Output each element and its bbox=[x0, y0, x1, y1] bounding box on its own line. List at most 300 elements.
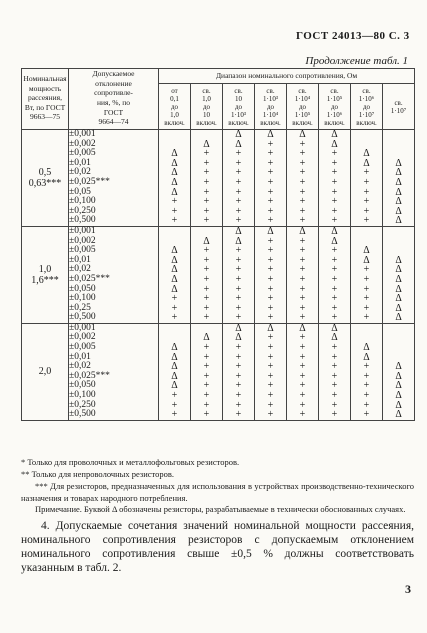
mark: + bbox=[331, 361, 338, 373]
mark: + bbox=[331, 273, 338, 285]
mark: + bbox=[235, 283, 242, 295]
mark: + bbox=[331, 157, 338, 169]
power-cell bbox=[22, 323, 69, 420]
mark: + bbox=[299, 342, 306, 354]
mark: Δ bbox=[171, 283, 178, 295]
mark: + bbox=[235, 176, 242, 188]
range-header-line: до bbox=[330, 102, 339, 111]
range-header-line: св. bbox=[362, 86, 371, 95]
mark: + bbox=[203, 293, 210, 305]
mark: + bbox=[267, 138, 274, 150]
mark: + bbox=[331, 254, 338, 266]
mark: + bbox=[235, 399, 242, 411]
mark: + bbox=[171, 312, 178, 324]
mark: + bbox=[267, 302, 274, 314]
mark: + bbox=[299, 399, 306, 411]
mark: + bbox=[299, 409, 306, 421]
tolerance-value: ±0,005 bbox=[69, 148, 96, 159]
mark-cell bbox=[287, 226, 319, 323]
group-row bbox=[22, 130, 415, 227]
mark: + bbox=[331, 342, 338, 354]
mark: + bbox=[171, 293, 178, 305]
range-header-line: св. bbox=[394, 98, 403, 107]
mark: Δ bbox=[395, 186, 402, 198]
mark: + bbox=[363, 186, 370, 198]
mark: + bbox=[331, 312, 338, 324]
mark: + bbox=[203, 283, 210, 295]
mark: Δ bbox=[395, 176, 402, 188]
tolerance-value: ±0,050 bbox=[69, 380, 96, 391]
mark: + bbox=[267, 196, 274, 208]
mark: + bbox=[267, 245, 274, 257]
mark: + bbox=[363, 409, 370, 421]
mark: + bbox=[331, 205, 338, 217]
mark: + bbox=[235, 380, 242, 392]
range-header-line: св. bbox=[202, 86, 211, 95]
mark: + bbox=[331, 390, 338, 402]
mark: Δ bbox=[171, 370, 178, 382]
mark: Δ bbox=[363, 245, 370, 257]
mark: + bbox=[363, 361, 370, 373]
mark: + bbox=[267, 215, 274, 227]
range-header-line: 0,1 bbox=[170, 94, 179, 103]
tolerance-value: ±0,05 bbox=[69, 186, 91, 197]
range-header-line: до bbox=[362, 102, 371, 111]
mark: + bbox=[299, 176, 306, 188]
mark-cell bbox=[383, 130, 415, 227]
tolerance-value: ±0,025*** bbox=[69, 273, 110, 284]
mark: + bbox=[203, 176, 210, 188]
mark: + bbox=[235, 196, 242, 208]
range-header-line: 1·10⁷ bbox=[390, 106, 407, 115]
mark: + bbox=[299, 245, 306, 257]
mark: + bbox=[203, 157, 210, 169]
mark: + bbox=[203, 361, 210, 373]
mark: Δ bbox=[235, 225, 242, 237]
table-continuation-label: Продолжение табл. 1 bbox=[305, 55, 408, 67]
mark: + bbox=[203, 302, 210, 314]
mark: + bbox=[203, 196, 210, 208]
mark: + bbox=[299, 380, 306, 392]
mark: + bbox=[267, 235, 274, 247]
mark bbox=[383, 237, 414, 247]
mark: + bbox=[171, 215, 178, 227]
paragraph-4: 4. Допускаемые сочетания значений номинальной мощности рассеяния, номинального сопротивления резисторов с допускаемым отклонением номинального сопротивления свыше ±0,5 % должны соответствовать указанным в табл. 2. bbox=[21, 520, 414, 574]
mark: + bbox=[203, 148, 210, 160]
mark: + bbox=[203, 215, 210, 227]
mark-cell bbox=[191, 130, 223, 227]
mark: + bbox=[267, 186, 274, 198]
tolerance-value: ±0,002 bbox=[69, 235, 96, 246]
mark: Δ bbox=[395, 380, 402, 392]
mark: Δ bbox=[395, 167, 402, 179]
mark: + bbox=[235, 264, 242, 276]
tolerance-value: ±0,001 bbox=[69, 225, 96, 236]
tolerance-value: ±0,500 bbox=[69, 215, 96, 226]
mark: + bbox=[331, 351, 338, 363]
tolerance-value: ±0,100 bbox=[69, 390, 96, 401]
mark: + bbox=[267, 351, 274, 363]
mark: Δ bbox=[395, 254, 402, 266]
mark: + bbox=[267, 264, 274, 276]
mark: Δ bbox=[331, 332, 338, 344]
mark: Δ bbox=[235, 129, 242, 140]
mark: + bbox=[363, 205, 370, 217]
range-header-line: до bbox=[298, 102, 307, 111]
mark: Δ bbox=[171, 380, 178, 392]
mark: Δ bbox=[395, 205, 402, 217]
mark: + bbox=[235, 273, 242, 285]
mark: Δ bbox=[395, 312, 402, 324]
mark-cell bbox=[255, 130, 287, 227]
power-value: 0,63*** bbox=[28, 177, 62, 189]
range-header-line: 1·10⁶ bbox=[326, 110, 343, 119]
mark: + bbox=[363, 380, 370, 392]
mark: Δ bbox=[171, 157, 178, 169]
mark-cell bbox=[319, 323, 351, 420]
range-header-line: 1·10³ bbox=[263, 94, 278, 103]
mark: Δ bbox=[235, 235, 242, 247]
mark: + bbox=[299, 215, 306, 227]
mark: + bbox=[171, 409, 178, 421]
range-header-line: 1·10⁷ bbox=[358, 110, 375, 119]
mark: Δ bbox=[363, 148, 370, 160]
mark: + bbox=[235, 157, 242, 169]
mark: + bbox=[203, 205, 210, 217]
mark: + bbox=[299, 157, 306, 169]
mark: Δ bbox=[395, 361, 402, 373]
tolerance-value: ±0,02 bbox=[69, 264, 91, 275]
mark: + bbox=[235, 293, 242, 305]
range-header-1 bbox=[159, 84, 191, 130]
tolerance-value: ±0,250 bbox=[69, 399, 96, 410]
mark: + bbox=[235, 205, 242, 217]
tolerance-value: ±0,01 bbox=[69, 351, 91, 362]
range-header-line: от bbox=[171, 86, 178, 95]
mark-cell bbox=[351, 226, 383, 323]
resistance-table bbox=[21, 68, 415, 421]
footnote-3: *** Для резисторов, предназначенных для использования в устройствах производственно-технического назначения и товарах народного потребления. bbox=[21, 481, 414, 503]
mark: + bbox=[331, 186, 338, 198]
header-line: 9664—74 bbox=[98, 117, 129, 127]
mark bbox=[159, 227, 190, 237]
range-header-line: включ. bbox=[324, 118, 345, 127]
mark: + bbox=[267, 293, 274, 305]
header-line: отклонение bbox=[95, 78, 132, 88]
mark: + bbox=[299, 167, 306, 179]
tolerance-value: ±0,005 bbox=[69, 245, 96, 256]
mark-cell bbox=[255, 323, 287, 420]
mark: + bbox=[235, 351, 242, 363]
mark: + bbox=[299, 370, 306, 382]
mark: + bbox=[235, 342, 242, 354]
range-header-line: 1·10⁵ bbox=[294, 110, 311, 119]
header-line: рассеяния, bbox=[28, 93, 62, 103]
mark: + bbox=[235, 245, 242, 257]
mark bbox=[351, 227, 382, 237]
mark: + bbox=[331, 215, 338, 227]
mark: Δ bbox=[395, 399, 402, 411]
mark: Δ bbox=[363, 254, 370, 266]
mark bbox=[383, 227, 414, 237]
mark: + bbox=[299, 351, 306, 363]
mark-cell bbox=[223, 226, 255, 323]
mark-cell bbox=[351, 130, 383, 227]
mark: + bbox=[171, 399, 178, 411]
header-line: Допускаемое bbox=[92, 69, 135, 79]
range-header-line: 1,0 bbox=[202, 94, 211, 103]
mark: Δ bbox=[299, 225, 306, 237]
tolerance-value: ±0,500 bbox=[69, 312, 96, 323]
mark: + bbox=[235, 370, 242, 382]
power-value: 2,0 bbox=[38, 366, 52, 378]
range-header-line: 10 bbox=[203, 110, 210, 119]
mark: Δ bbox=[395, 293, 402, 305]
mark: + bbox=[203, 264, 210, 276]
mark: + bbox=[235, 390, 242, 402]
mark: + bbox=[203, 254, 210, 266]
tolerance-value: ±0,100 bbox=[69, 196, 96, 207]
mark: + bbox=[235, 186, 242, 198]
mark: Δ bbox=[235, 138, 242, 150]
mark: + bbox=[267, 205, 274, 217]
mark: Δ bbox=[203, 138, 210, 150]
tolerance-value: ±0,001 bbox=[69, 322, 96, 333]
mark: + bbox=[331, 293, 338, 305]
mark-cell bbox=[383, 226, 415, 323]
mark: + bbox=[299, 148, 306, 160]
mark: + bbox=[299, 332, 306, 344]
power-value: 0,5 bbox=[38, 166, 52, 178]
mark: + bbox=[267, 399, 274, 411]
mark: + bbox=[235, 167, 242, 179]
mark: + bbox=[331, 167, 338, 179]
mark: + bbox=[363, 390, 370, 402]
mark: Δ bbox=[331, 235, 338, 247]
mark: + bbox=[203, 186, 210, 198]
mark: + bbox=[299, 205, 306, 217]
mark: + bbox=[331, 399, 338, 411]
mark: Δ bbox=[267, 322, 274, 334]
tolerance-value: ±0,002 bbox=[69, 138, 96, 149]
range-header-line: 10 bbox=[235, 94, 242, 103]
mark: + bbox=[267, 148, 274, 160]
mark: Δ bbox=[171, 264, 178, 276]
mark: + bbox=[363, 196, 370, 208]
mark: + bbox=[203, 380, 210, 392]
range-header-line: до bbox=[234, 102, 243, 111]
mark: + bbox=[203, 312, 210, 324]
mark: + bbox=[267, 380, 274, 392]
mark: Δ bbox=[395, 409, 402, 421]
mark: Δ bbox=[395, 283, 402, 295]
mark: Δ bbox=[171, 148, 178, 160]
mark: + bbox=[267, 312, 274, 324]
mark: + bbox=[203, 409, 210, 421]
range-header-line: включ. bbox=[356, 118, 377, 127]
mark: + bbox=[235, 312, 242, 324]
range-header-line: св. bbox=[266, 86, 275, 95]
mark: Δ bbox=[395, 370, 402, 382]
mark: + bbox=[235, 302, 242, 314]
range-header-line: включ. bbox=[164, 118, 185, 127]
power-cell bbox=[22, 226, 69, 323]
range-header-line: 1,0 bbox=[170, 110, 179, 119]
mark: Δ bbox=[267, 225, 274, 237]
mark: Δ bbox=[235, 332, 242, 344]
mark: + bbox=[331, 302, 338, 314]
header-line: мощность bbox=[28, 83, 62, 93]
mark: + bbox=[171, 205, 178, 217]
mark: + bbox=[363, 399, 370, 411]
range-header-line: 1·10³ bbox=[231, 110, 246, 119]
mark: + bbox=[267, 176, 274, 188]
mark: Δ bbox=[299, 129, 306, 140]
group-row bbox=[22, 226, 415, 323]
mark: Δ bbox=[331, 138, 338, 150]
mark: + bbox=[267, 283, 274, 295]
tolerance-value: ±0,005 bbox=[69, 342, 96, 353]
mark: + bbox=[363, 293, 370, 305]
mark: + bbox=[171, 390, 178, 402]
tolerance-value: ±0,025*** bbox=[69, 176, 110, 187]
power-value: 1,0 bbox=[38, 263, 52, 275]
mark: Δ bbox=[235, 322, 242, 334]
mark: + bbox=[267, 157, 274, 169]
mark: Δ bbox=[395, 157, 402, 169]
mark: Δ bbox=[395, 273, 402, 285]
mark: Δ bbox=[171, 351, 178, 363]
tolerance-value: ±0,100 bbox=[69, 293, 96, 304]
mark: + bbox=[203, 342, 210, 354]
mark: + bbox=[235, 215, 242, 227]
mark: + bbox=[299, 283, 306, 295]
tolerance-cell bbox=[69, 323, 159, 420]
mark: + bbox=[331, 370, 338, 382]
mark: + bbox=[299, 196, 306, 208]
mark: Δ bbox=[331, 225, 338, 237]
mark: Δ bbox=[267, 129, 274, 140]
tolerance-value: ±0,001 bbox=[69, 129, 96, 139]
mark: + bbox=[267, 409, 274, 421]
mark: + bbox=[299, 254, 306, 266]
mark-cell bbox=[159, 323, 191, 420]
mark-cell bbox=[319, 226, 351, 323]
mark: + bbox=[267, 332, 274, 344]
mark bbox=[383, 140, 414, 150]
mark: + bbox=[267, 370, 274, 382]
mark-cell bbox=[319, 130, 351, 227]
mark: Δ bbox=[203, 235, 210, 247]
tolerance-value: ±0,02 bbox=[69, 361, 91, 372]
mark: + bbox=[267, 167, 274, 179]
range-header-line: до bbox=[170, 102, 179, 111]
mark bbox=[351, 130, 382, 140]
mark: + bbox=[171, 302, 178, 314]
range-header-line: включ. bbox=[228, 118, 249, 127]
mark: Δ bbox=[395, 264, 402, 276]
mark: + bbox=[235, 254, 242, 266]
mark: + bbox=[235, 361, 242, 373]
range-header-line: до bbox=[266, 102, 275, 111]
tolerance-cell bbox=[69, 226, 159, 323]
mark: + bbox=[331, 380, 338, 392]
tolerance-value: ±0,025*** bbox=[69, 370, 110, 381]
mark: + bbox=[203, 273, 210, 285]
mark: Δ bbox=[331, 129, 338, 140]
mark: Δ bbox=[331, 322, 338, 334]
mark: + bbox=[299, 138, 306, 150]
range-header-4 bbox=[255, 84, 287, 130]
power-value: 1,6*** bbox=[31, 274, 59, 286]
page-number: 3 bbox=[405, 582, 411, 596]
range-header-line: 1·10⁴ bbox=[294, 94, 311, 103]
range-header-line: св. bbox=[330, 86, 339, 95]
mark: + bbox=[267, 390, 274, 402]
mark bbox=[159, 130, 190, 140]
table-note: Примечание. Буквой Δ обозначены резисторы, разрабатываемые в технически обоснованных случаях. bbox=[35, 504, 406, 514]
range-header-8 bbox=[383, 84, 415, 130]
mark: + bbox=[363, 273, 370, 285]
tolerance-value: ±0,25 bbox=[69, 302, 91, 313]
mark: Δ bbox=[395, 390, 402, 402]
mark: Δ bbox=[171, 167, 178, 179]
group-row bbox=[22, 323, 415, 420]
mark: + bbox=[363, 283, 370, 295]
mark: + bbox=[299, 273, 306, 285]
footnote-1: * Только для проволочных и металлофольговых резисторов. bbox=[21, 457, 240, 467]
mark-cell bbox=[255, 226, 287, 323]
mark: + bbox=[203, 351, 210, 363]
mark: + bbox=[299, 390, 306, 402]
mark: + bbox=[203, 390, 210, 402]
power-cell bbox=[22, 130, 69, 227]
mark: Δ bbox=[363, 342, 370, 354]
mark: Δ bbox=[203, 332, 210, 344]
tolerance-value: ±0,02 bbox=[69, 167, 91, 178]
mark-cell bbox=[191, 226, 223, 323]
mark: + bbox=[331, 176, 338, 188]
tolerance-value: ±0,250 bbox=[69, 205, 96, 216]
mark: + bbox=[267, 254, 274, 266]
tolerance-value: ±0,002 bbox=[69, 332, 96, 343]
mark: + bbox=[267, 273, 274, 285]
mark: + bbox=[299, 186, 306, 198]
mark: Δ bbox=[363, 157, 370, 169]
mark: + bbox=[363, 370, 370, 382]
mark: + bbox=[171, 196, 178, 208]
mark: + bbox=[299, 361, 306, 373]
mark: + bbox=[363, 176, 370, 188]
range-header-7 bbox=[351, 84, 383, 130]
mark: + bbox=[203, 245, 210, 257]
mark-cell bbox=[287, 323, 319, 420]
header-line: ГОСТ bbox=[103, 107, 124, 117]
mark: + bbox=[331, 196, 338, 208]
mark bbox=[351, 324, 382, 334]
mark bbox=[383, 333, 414, 343]
mark: + bbox=[299, 293, 306, 305]
range-header-line: 1·10⁵ bbox=[326, 94, 343, 103]
mark: + bbox=[203, 370, 210, 382]
header-line: 9663—75 bbox=[30, 112, 60, 122]
mark: Δ bbox=[299, 322, 306, 334]
range-header-line: включ. bbox=[196, 118, 217, 127]
mark: Δ bbox=[363, 351, 370, 363]
range-header-5 bbox=[287, 84, 319, 130]
range-header-6 bbox=[319, 84, 351, 130]
mark: Δ bbox=[171, 273, 178, 285]
